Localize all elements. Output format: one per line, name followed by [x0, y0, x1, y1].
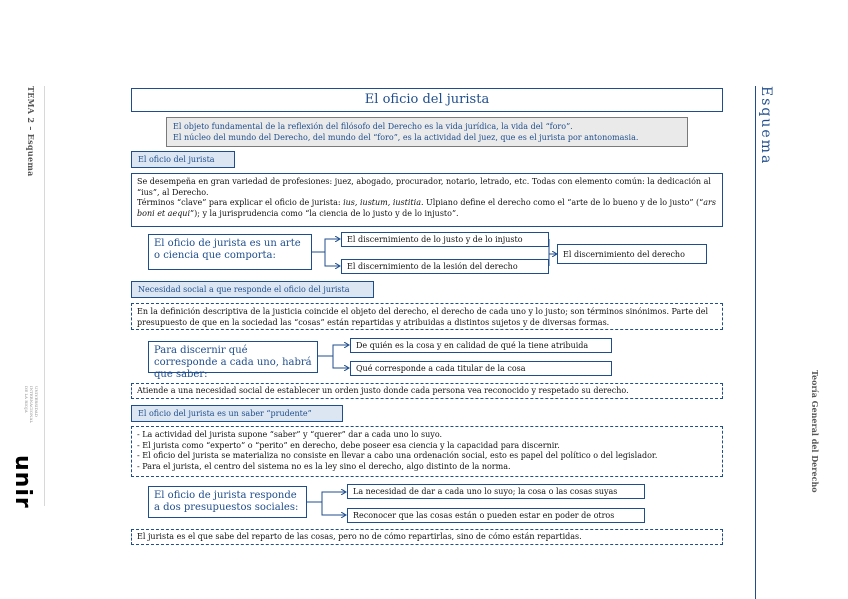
- section3-bullets: [131, 426, 723, 477]
- section2-concept-box: Para discernir qué corresponde a cada uno, habrá que saber:: [148, 341, 318, 373]
- arrow-line: [322, 502, 346, 515]
- arrow-line: [333, 356, 349, 368]
- intro-box: [166, 117, 688, 147]
- arrow-line: [549, 239, 557, 254]
- section2-leaf-quien: De quién es la cosa y en calidad de qué la tiene atribuida: [350, 338, 612, 353]
- section2-note: Atiende a una necesidad social de establecer un orden justo donde cada persona vea reconocido y respetado su derecho.: [131, 383, 723, 399]
- right-margin-subtitle: Teoría General del Derecho: [810, 370, 820, 493]
- logo-small-line: UNIVERSIDAD: [34, 386, 39, 417]
- arrow-line: [325, 252, 340, 266]
- right-margin-title: Esquema: [758, 86, 774, 166]
- latin-terms: ius, iustum, iustitia: [343, 198, 421, 207]
- bullet-item: - El jurista como “experto” o “perito” en derecho, debe poseer esa ciencia y la capacidad para discernir.: [137, 440, 560, 450]
- section-header-necesidad: Necesidad social a que responde el oficio del jurista: [131, 281, 374, 298]
- text-run: ”); y la jurisprudencia como “la ciencia de lo justo y de lo injusto”.: [190, 208, 459, 218]
- left-margin-label: TEMA 2 – Esquema: [26, 86, 36, 177]
- intro-line: El núcleo del mundo del Derecho, del mundo del “foro”, es la actividad del juez, que es el jurista por antonomasia.: [173, 133, 639, 142]
- text-run: Términos “clave” para explicar el oficio de jurista:: [137, 198, 344, 207]
- intro-line: El objeto fundamental de la reflexión del filósofo del Derecho es la vida jurídica, la vida del “foro”.: [173, 122, 573, 131]
- section1-result: El discernimiento del derecho: [557, 244, 707, 264]
- section1-paragraph: [131, 173, 723, 227]
- section2-leaf-que: Qué corresponde a cada titular de la cosa: [350, 361, 612, 376]
- text-run: . Ulpiano define el derecho como el “arte de lo bueno y de lo justo” (“: [420, 198, 704, 207]
- bullet-item: - Para el jurista, el centro del sistema no es la ley sino el derecho, algo distinto de la norma.: [137, 461, 511, 471]
- section3-leaf-reconocer: Reconocer que las cosas están o pueden estar en poder de otros: [347, 508, 645, 523]
- latin-quote: ars boni et aequi: [137, 198, 716, 218]
- arrow-line: [312, 239, 340, 252]
- section3-leaf-necesidad: La necesidad de dar a cada uno lo suyo; la cosa o las cosas suyas: [347, 484, 645, 499]
- arrow-line: [318, 345, 349, 356]
- section1-para2: [137, 198, 717, 219]
- section1-leaf-lesion: El discernimiento de la lesión del derecho: [341, 259, 549, 274]
- logo-small-line: INTERNACIONAL: [29, 386, 34, 424]
- bullet-item: - El oficio del jurista se materializa no consiste en llevar a cabo una ordenación social, esto es papel del político o del legislador.: [137, 451, 658, 460]
- section1-para1: Se desempeña en gran variedad de profesiones: juez, abogado, procurador, notario, letrado, etc. Todas con elemento común: la dedicación al “ius”, al Derecho.: [137, 177, 711, 197]
- section1-concept-box: El oficio de jurista es un arte o ciencia que comporta:: [148, 234, 312, 270]
- section1-leaf-justo: El discernimiento de lo justo y de lo injusto: [341, 232, 549, 247]
- page-title: El oficio del jurista: [131, 88, 723, 112]
- bullet-item: - La actividad del jurista supone “saber” y “querer” dar a cada uno lo suyo.: [137, 430, 443, 439]
- section3-concept-box: El oficio de jurista responde a dos presupuestos sociales:: [148, 486, 307, 518]
- section-header-oficio: El oficio del jurista: [131, 151, 235, 168]
- arrow-line: [307, 492, 346, 502]
- section2-paragraph: En la definición descriptiva de la justicia coincide el objeto del derecho, el derecho de cada uno y lo justo; son términos sinónimos. Parte del presupuesto de que en la sociedad las “cosas” están repartidas y atribuidas a distintos sujetos y de diversas formas.: [131, 303, 723, 330]
- section-header-prudente: El oficio del jurista es un saber “prudente”: [131, 405, 343, 422]
- unir-logo: unir: [10, 455, 35, 509]
- section3-note: El jurista es el que sabe del reparto de las cosas, pero no de cómo repartirlas, sino de cómo están repartidas.: [131, 529, 723, 545]
- logo-small-line: DE LA RIOJA: [24, 386, 29, 413]
